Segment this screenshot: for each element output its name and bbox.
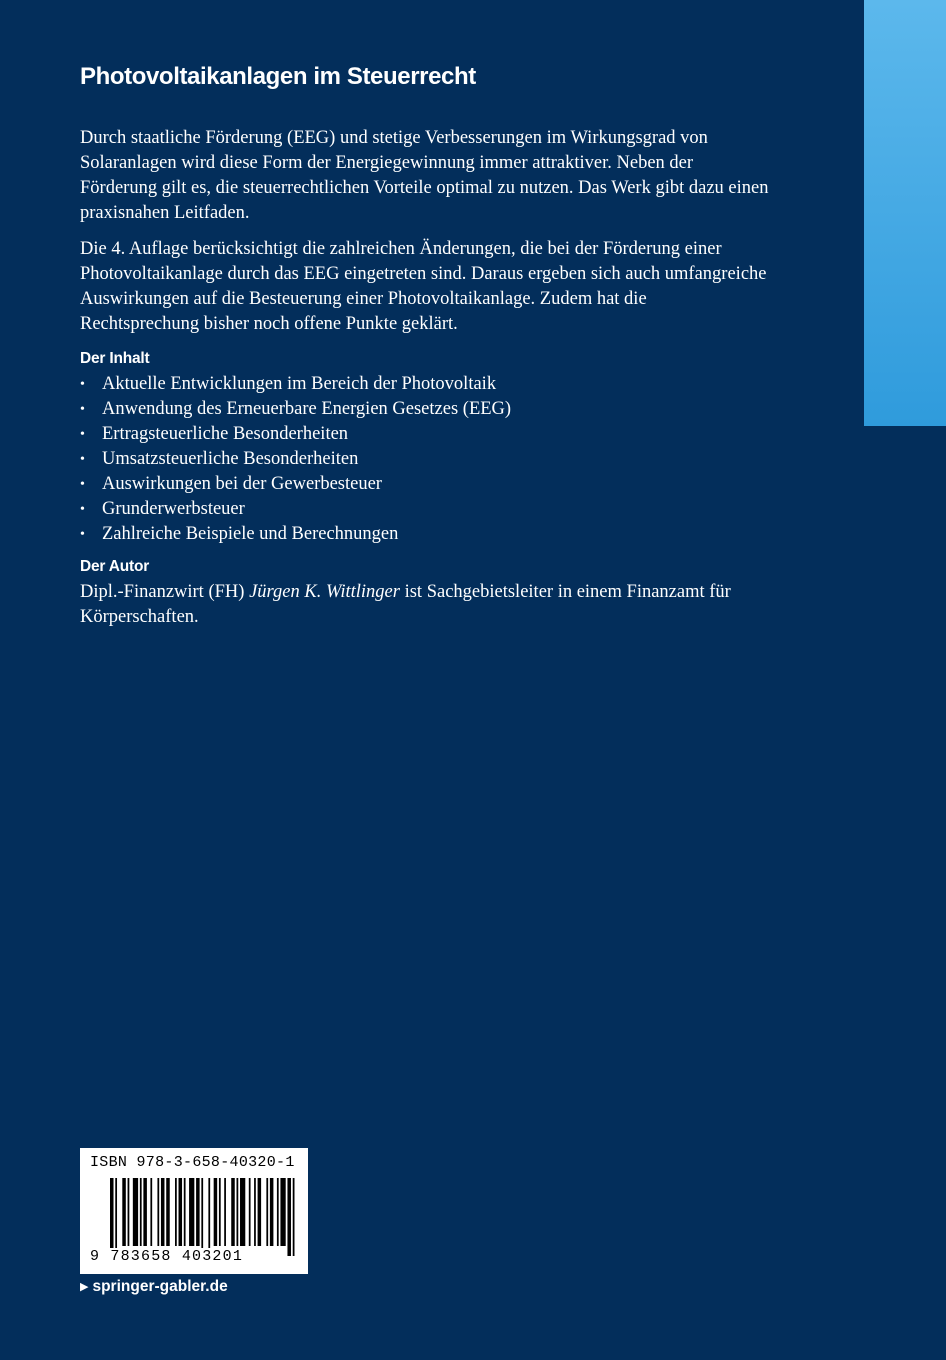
isbn-barcode — [80, 1148, 308, 1274]
list-item — [80, 447, 770, 472]
barcode-digits: 9 783658 403201 — [90, 1248, 244, 1265]
barcode-bar — [133, 1178, 138, 1246]
barcode-bar — [280, 1178, 285, 1246]
list-item-text: Ertragsteuerliche Besonderheiten — [102, 424, 349, 444]
list-item — [80, 472, 770, 497]
barcode-bar — [240, 1178, 245, 1246]
barcode-bar — [179, 1178, 183, 1246]
barcode-bar — [231, 1178, 235, 1246]
list-item-text: Aktuelle Entwicklungen im Bereich der Photovoltaik — [102, 374, 497, 394]
barcode-bar — [287, 1178, 291, 1256]
author-prefix: Dipl.-Finanzwirt (FH) — [80, 582, 250, 602]
description-paragraph-1: Durch staatliche Förderung (EEG) und stetige Verbesserungen im Wirkungsgrad von Solaranlagen wird diese Form der Energiegewinnung immer attraktiver. Neben der Förderung gilt es, die steuerrechtlichen Vorteile optimal zu nutzen. Das Werk gibt dazu einen praxisnahen Leitfaden. — [80, 128, 769, 223]
barcode-bar — [196, 1178, 200, 1246]
barcode-bar — [277, 1178, 279, 1246]
barcode-bar — [237, 1178, 239, 1246]
barcode-bar — [175, 1178, 177, 1246]
list-item-text: Anwendung des Erneuerbare Energien Gesetzes (EEG) — [102, 399, 512, 419]
author-name: Jürgen K. Wittlinger — [249, 582, 400, 602]
barcode-bar — [140, 1178, 142, 1246]
list-item — [80, 397, 770, 422]
bullet-icon: • — [80, 427, 85, 442]
barcode-bar — [270, 1178, 274, 1246]
publisher-website[interactable] — [80, 1276, 228, 1298]
inhalt-list — [80, 372, 770, 547]
list-item — [80, 372, 770, 397]
barcode-bar — [157, 1178, 159, 1246]
barcode-bar — [201, 1178, 203, 1256]
barcode-bar — [293, 1178, 295, 1256]
bullet-icon: • — [80, 377, 85, 392]
barcode-bar — [254, 1178, 256, 1246]
isbn-label: ISBN 978-3-658-40320-1 — [90, 1154, 295, 1171]
list-item — [80, 522, 770, 547]
list-item-text: Auswirkungen bei der Gewerbesteuer — [102, 474, 382, 494]
barcode-bar — [189, 1178, 194, 1246]
barcode-bar — [184, 1178, 186, 1246]
barcode-bar — [150, 1178, 152, 1246]
barcode-bar — [224, 1178, 226, 1246]
barcode-bar — [214, 1178, 218, 1246]
back-cover-text — [80, 62, 770, 630]
barcode-bar — [258, 1178, 262, 1246]
barcode-bar — [166, 1178, 170, 1246]
barcode-bar — [110, 1178, 114, 1256]
list-item-text: Grunderwerbsteuer — [102, 499, 245, 519]
author-description — [80, 580, 770, 630]
author-suffix: ist Sachgebietsleiter in einem Finanzamt für Körperschaften. — [80, 582, 731, 627]
barcode-bar — [161, 1178, 165, 1246]
inhalt-heading: Der Inhalt — [80, 350, 150, 367]
barcode-bar — [143, 1178, 147, 1246]
website-url: springer-gabler.de — [92, 1278, 228, 1295]
arrow-right-icon: ▶ — [80, 1281, 89, 1293]
bullet-icon: • — [80, 477, 85, 492]
barcode-bar — [249, 1178, 251, 1246]
barcode-bar — [219, 1178, 221, 1246]
list-item — [80, 497, 770, 522]
barcode-bar — [115, 1178, 117, 1256]
bullet-icon: • — [80, 402, 85, 417]
barcode-bar — [128, 1178, 130, 1246]
description-paragraph-2: Die 4. Auflage berücksichtigt die zahlreichen Änderungen, die bei der Förderung einer Photovoltaikanlage durch das EEG eingetreten sind. Daraus ergeben sich auch umfangreiche Auswirkungen auf die Besteuerung einer Photovoltaikanlage. Zudem hat die Rechtsprechung bisher noch offene Punkte geklärt. — [80, 239, 767, 334]
barcode-bar — [122, 1178, 126, 1246]
accent-bar — [864, 0, 946, 426]
list-item-text: Zahlreiche Beispiele und Berechnungen — [102, 524, 399, 544]
list-item-text: Umsatzsteuerliche Besonderheiten — [102, 449, 359, 469]
autor-heading: Der Autor — [80, 558, 150, 575]
bullet-icon: • — [80, 452, 85, 467]
bullet-icon: • — [80, 527, 85, 542]
barcode-bar — [266, 1178, 268, 1246]
book-title: Photovoltaikanlagen im Steuerrecht — [80, 63, 476, 90]
barcode-bar — [208, 1178, 210, 1256]
barcode-bars — [110, 1178, 298, 1256]
bullet-icon: • — [80, 502, 85, 517]
list-item — [80, 422, 770, 447]
